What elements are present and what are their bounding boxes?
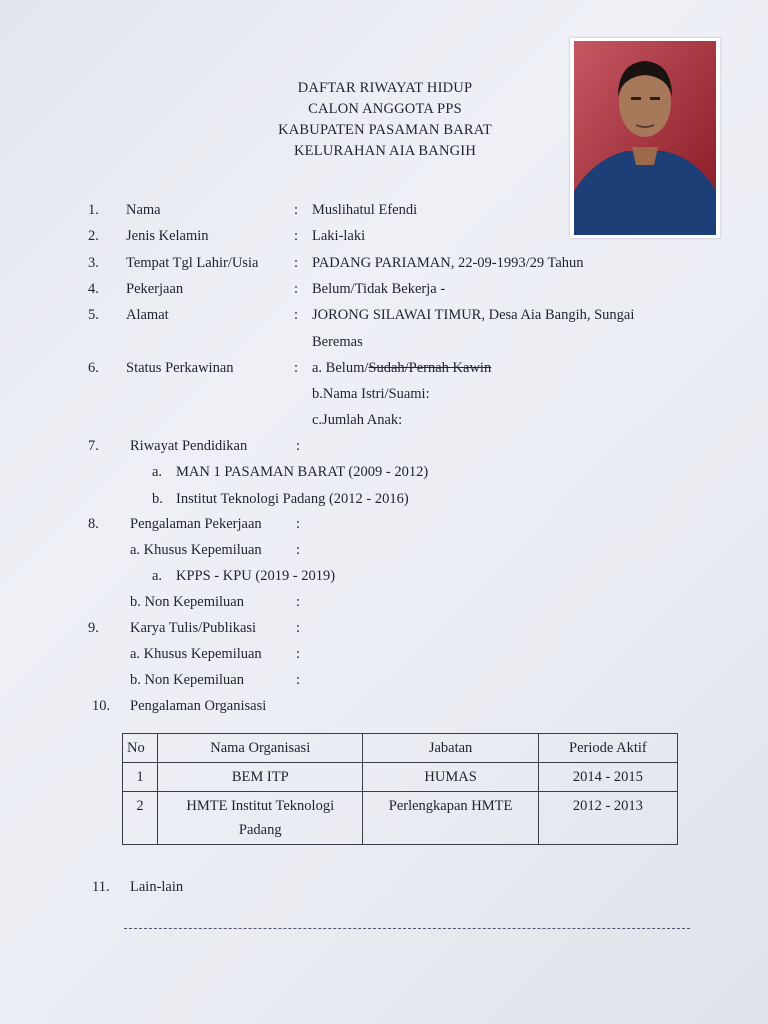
col-jabatan: Jabatan: [363, 734, 538, 763]
struck-options: Sudah/Pernah Kawin: [368, 360, 492, 376]
value-nama: Muslihatul Efendi: [312, 202, 418, 218]
header-title: DAFTAR RIWAYAT HIDUP: [297, 80, 473, 96]
header-village: KELURAHAN AIA BANGIH: [293, 143, 477, 159]
col-no: No: [123, 734, 158, 763]
pendidikan-item-b: b. Institut Teknologi Padang (2012 - 2016): [152, 491, 409, 507]
header-regency: KABUPATEN PASAMAN BARAT: [278, 122, 492, 138]
document-header: [230, 78, 540, 162]
value-status-c: c.Jumlah Anak:: [312, 412, 403, 428]
table-row: 2 HMTE Institut Teknologi Padang Perlengkapan HMTE 2012 - 2013: [123, 792, 678, 845]
col-periode: Periode Aktif: [538, 734, 677, 763]
dotted-line: [124, 928, 690, 929]
portrait-image: [574, 41, 716, 235]
value-alamat-line2: Beremas: [312, 334, 363, 350]
header-subtitle: CALON ANGGOTA PPS: [308, 101, 462, 117]
pendidikan-item-a: a. MAN 1 PASAMAN BARAT (2009 - 2012): [152, 464, 429, 480]
cv-document: DAFTAR RIWAYAT HIDUP CALON ANGGOTA PPS KABUPATEN PASAMAN BARAT KELURAHAN AIA BANGIH 1. Nama : Muslihatul Efendi 2. Jenis Kelamin : Laki-laki 3. Tempat Tgl Lahir/Usia : PADANG PARIAMAN, 22-09-1993/29 Tahun 4. Pekerjaan : Belum/Tidak Bekerja - 5. Alamat : JORONG SILAWAI TIMUR, Desa Aia Bangih, Sungai Beremas 6. Status Perkawinan : a. Belum/Sudah/Pernah Kawin b.Nama Istri/Suami: c.Jumlah Anak: 7. Riwayat Pendidikan : a. MAN 1 PASAMAN BARAT (2009 - 2012) b. Institut Teknologi Padang (2012 - 2016) 8. Pengalaman Pekerjaan : a. Khusus Kepemiluan : a. KPPS - KPU (2019 - 2019) b. Non Kepemiluan : 9. Karya Tulis/Publikasi : a. Khusus Kepemiluan : b. Non Kepemiluan : 10. Pengalaman Organisasi No Nama Organisasi Jabatan Periode Aktif 1 BEM ITP HUMAS 2014 - 2015 2 HMTE Institut Teknologi Padang Perlengkapan HMTE 2012 - 2013 11. Lain-lain: [0, 0, 768, 1024]
value-alamat-line1: JORONG SILAWAI TIMUR, Desa Aia Bangih, Sungai: [312, 307, 635, 323]
organisasi-table: [122, 733, 678, 845]
value-status-a: a. Belum/Sudah/Pernah Kawin: [312, 360, 492, 376]
table-row: 1 BEM ITP HUMAS 2014 - 2015: [123, 763, 678, 792]
value-ttl: PADANG PARIAMAN, 22-09-1993/29 Tahun: [312, 255, 584, 271]
value-status-b: b.Nama Istri/Suami:: [312, 386, 430, 402]
pekerjaan-khusus-item: a. KPPS - KPU (2019 - 2019): [152, 568, 336, 584]
col-nama-organisasi: Nama Organisasi: [158, 734, 363, 763]
table-header-row: [123, 734, 678, 763]
value-jenis-kelamin: Laki-laki: [312, 228, 366, 244]
value-pekerjaan: Belum/Tidak Bekerja -: [312, 281, 446, 297]
profile-photo: [570, 38, 720, 238]
